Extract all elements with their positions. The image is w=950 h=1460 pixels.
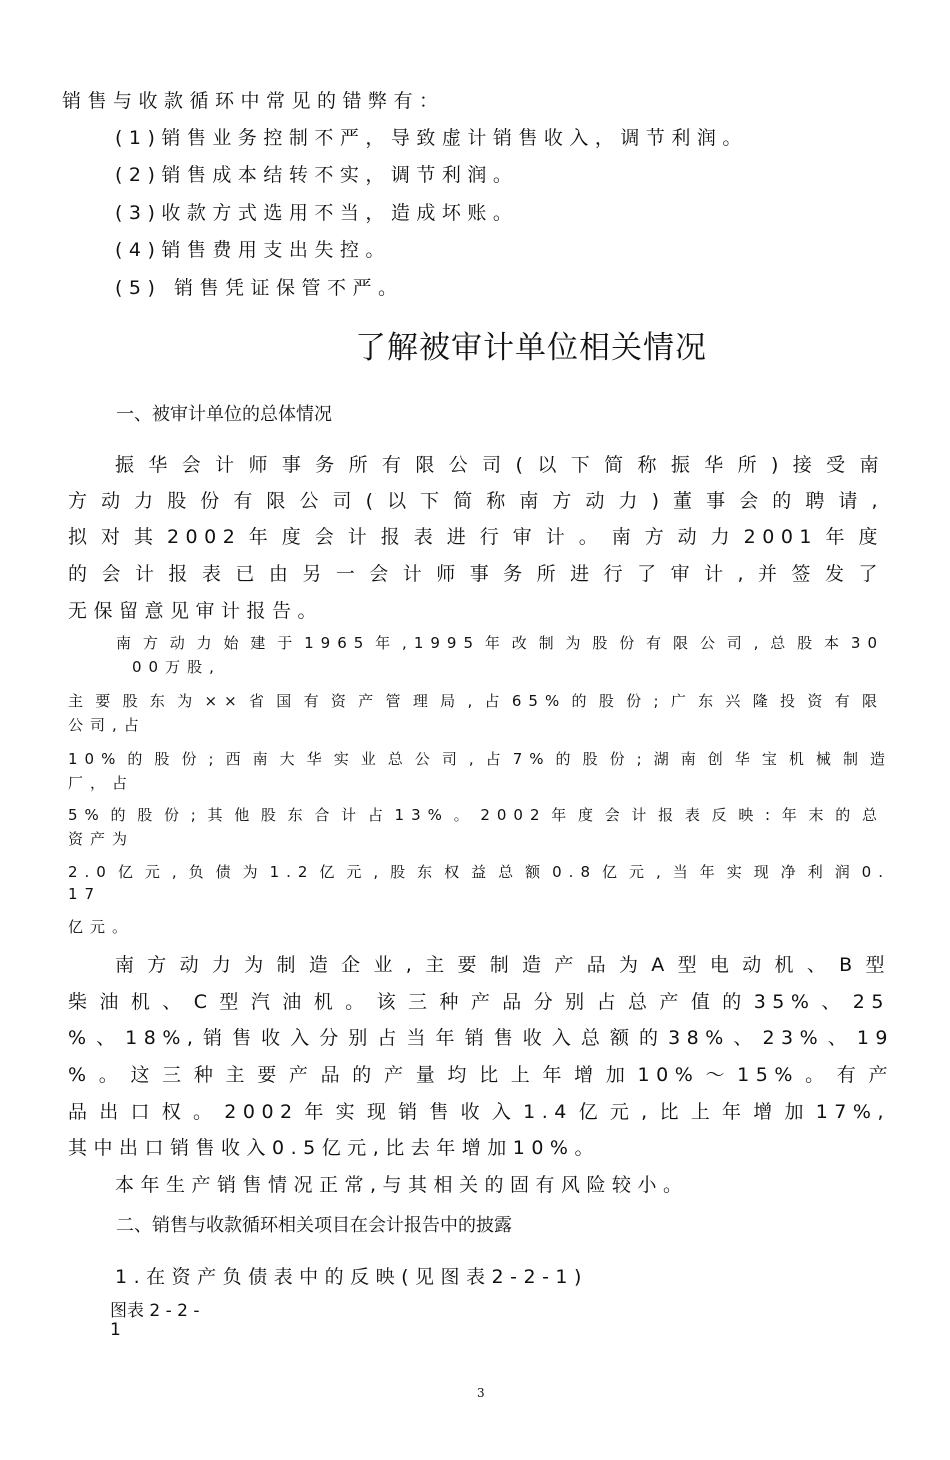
- para2-line-10: 17: [68, 885, 102, 903]
- para1-line-4: 的会计报表已由另一会计师事务所进行了审计,并签发了: [68, 563, 884, 585]
- para1-line-1: 振华会计师事务所有限公司(以下简称振华所)接受南: [115, 454, 885, 476]
- para3-line-3: %、18%,销售收入分别占当年销售收入总额的38%、23%、19: [68, 1027, 894, 1049]
- para3-line-1: 南方动力为制造企业,主要制造产品为A型电动机、B型: [115, 954, 891, 976]
- para1-line-5: 无保留意见审计报告。: [68, 600, 324, 622]
- para1-line-3: 拟对其2002年度会计报表进行审计。南方动力2001年度: [68, 526, 884, 548]
- para3-line-6: 其中出口销售收入0.5亿元,比去年增加10%。: [68, 1137, 600, 1159]
- page-number: 3: [477, 1386, 485, 1400]
- para4-line: 本年生产销售情况正常,与其相关的固有风险较小。: [115, 1174, 689, 1196]
- section-heading-2: 二、销售与收款循环相关项目在会计报告中的披露: [116, 1215, 512, 1236]
- para2-line-9: 2.0亿元,负债为1.2亿元,股东权益总额0.8亿元,当年实现净利润0.: [68, 863, 890, 881]
- para2-line-4: 公司,占: [68, 716, 146, 734]
- para2-line-1: 南方动力始建于1965年,1995年改制为股份有限公司,总股本30: [116, 634, 884, 652]
- section-heading-1: 一、被审计单位的总体情况: [116, 404, 332, 425]
- para3-line-4: %。这三种主要产品的产量均比上年增加10%～15%。有产: [68, 1064, 894, 1086]
- para2-line-7: 5%的股份;其他股东合计占13%。2002年度会计报表反映:年末的总: [68, 806, 884, 824]
- error-item-2: (2)销售成本结转不实，调节利润。: [115, 164, 519, 186]
- para2-line-8: 资产为: [68, 830, 135, 848]
- para1-line-2: 方动力股份有限公司(以下简称南方动力)董事会的聘请,: [68, 490, 884, 512]
- error-item-4: (4)销售费用支出失控。: [115, 239, 391, 261]
- para2-line-11: 亿元。: [68, 918, 135, 936]
- page-title: 了解被审计单位相关情况: [355, 330, 707, 366]
- para3-line-2: 柴油机、C型汽油机。该三种产品分别占总产值的35%、25: [68, 991, 890, 1013]
- para2-line-2: 00万股,: [132, 658, 221, 676]
- figure-label-line-2: 1: [110, 1320, 121, 1340]
- intro-line: 销售与收款循环中常见的错弊有：: [62, 90, 445, 112]
- figure-label-line-1: 图表 2 - 2 -: [110, 1301, 200, 1321]
- para2-line-3: 主要股东为××省国有资产管理局,占65%的股份;广东兴隆投资有限: [68, 692, 884, 710]
- section2-item-1: 1.在资产负债表中的反映(见图表2-2-1): [115, 1266, 588, 1288]
- error-item-5: (5) 销售凭证保管不严。: [115, 277, 404, 299]
- para2-line-6: 厂，占: [68, 774, 135, 792]
- para3-line-5: 品出口权。2002年实现销售收入1.4亿元,比上年增加17%,: [68, 1101, 890, 1123]
- error-item-3: (3)收款方式选用不当，造成坏账。: [115, 202, 519, 224]
- error-item-1: (1)销售业务控制不严，导致虚计销售收入，调节利润。: [115, 127, 748, 149]
- para2-line-5: 10%的股份;西南大华实业总公司,占7%的股份;湖南创华宝机械制造: [68, 750, 892, 768]
